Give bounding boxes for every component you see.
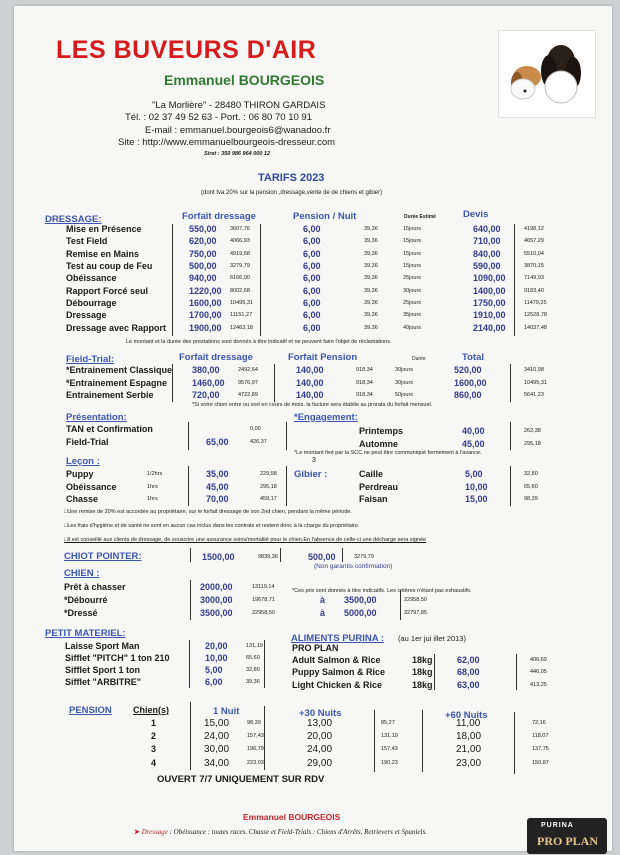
- ft-total: 1600,00: [454, 377, 487, 388]
- devis-price: 590,00: [473, 261, 501, 272]
- lecon-duration: 1/2hrs: [147, 471, 163, 477]
- chien-range-word: à: [320, 595, 326, 605]
- pension-1-nuit-alt: 98,39: [247, 720, 261, 726]
- materiel-alt: 65,60: [246, 655, 260, 661]
- gibier-price: 10,00: [465, 481, 488, 492]
- chiot-note: (Non garantis confirmation): [314, 563, 393, 570]
- gibier-alt: 65,60: [524, 483, 538, 490]
- pension-price: 6,00: [303, 224, 321, 234]
- chien-alt: 13119,14: [252, 584, 275, 590]
- chien-price: 3000,00: [200, 595, 233, 605]
- ft-forfait-alt: 9576,97: [238, 379, 258, 386]
- forfait-alt: 12463,18: [230, 324, 253, 331]
- purina-product: Adult Salmon & Rice: [292, 655, 381, 665]
- kennel-title: LES BUVEURS D'AIR: [56, 36, 317, 64]
- lecon-alt: 295,18: [260, 483, 277, 490]
- ft-total-alt: 3410,98: [524, 367, 544, 373]
- purina-heading: ALIMENTS PURINA :: [291, 633, 385, 644]
- service-name: Test Field: [66, 236, 108, 247]
- pension-60-nuits: 21,00: [456, 744, 482, 756]
- pension-col-chiens: Chien(s): [133, 705, 169, 715]
- duration: 35jours: [403, 312, 422, 319]
- pension-alt: 39,36: [364, 250, 378, 257]
- devis-alt: 12528,78: [524, 312, 547, 319]
- chiot-price-alt: 9839,36: [258, 554, 278, 560]
- ft-forfait: 720,00: [192, 390, 220, 400]
- pension-alt: 39,36: [364, 324, 378, 331]
- chien-note: *Ces prix sont donnés à titre indicatifs. Les critères n'étant pas exhaustifs.: [292, 588, 472, 594]
- note-assurance: □Il est conseillé aux clients de dressage, de souscrire une assurance soins/mortalité pour le chien.En l'absence de celle-ci une décharge sera signée: [64, 537, 427, 543]
- col-pension: Pension / Nuit: [293, 211, 357, 222]
- ft-duration: 30jours: [395, 367, 414, 373]
- chiot-heading: CHIOT POINTER:: [64, 551, 142, 562]
- forfait-alt: 3607,76: [230, 226, 250, 232]
- pension-30-nuits: 13,00: [307, 718, 333, 729]
- engagement-price: 40,00: [462, 426, 485, 436]
- purina-alt: 446,05: [530, 669, 547, 676]
- pension-dogs: 4: [151, 757, 157, 768]
- ft-col-total: Total: [462, 352, 484, 363]
- presentation-alt: 426,37: [250, 438, 267, 445]
- lecon-price: 35,00: [206, 469, 229, 479]
- pension-price: 6,00: [303, 248, 321, 259]
- pension-60-nuits: 18,00: [456, 731, 482, 743]
- materiel-name: Sifflet "ARBITRE": [65, 677, 142, 687]
- devis-alt: 14037,48: [524, 324, 547, 331]
- lecon-heading: Leçon :: [66, 456, 100, 467]
- lecon-name: Obéissance: [66, 481, 117, 492]
- page-mark: 3: [312, 457, 316, 464]
- open-hours: OUVERT 7/7 UNIQUEMENT SUR RDV: [157, 774, 325, 785]
- ft-col-duree: Durée: [412, 356, 426, 362]
- materiel-alt: 32,80: [246, 667, 260, 673]
- service-name: Mise en Présence: [66, 224, 142, 234]
- ft-col-forfait: Forfait dressage: [179, 352, 253, 363]
- chien-name: Prêt à chasser: [64, 582, 126, 592]
- tva-note: (dont tva 20% sur la pension ,dressage,vente de de chiens et gibier): [201, 190, 383, 196]
- gibier-price: 15,00: [465, 494, 488, 504]
- forfait-price: 500,00: [189, 261, 217, 272]
- presentation-alt: 0,00: [250, 426, 261, 432]
- purina-alt: 406,69: [530, 657, 547, 663]
- chien-price: 2000,00: [200, 582, 233, 592]
- service-name: Test au coup de Feu: [66, 261, 153, 272]
- lecon-duration: 1hrs: [147, 483, 158, 490]
- purina-proplan-logo: PURINA PRO PLAN: [527, 818, 607, 854]
- engagement-note: *Le montant fixé par la SCC.ne peut être communiqué fermement à l'avance.: [294, 450, 482, 456]
- ft-pension-alt: 918,34: [356, 367, 373, 373]
- gibier-price: 5,00: [465, 469, 483, 479]
- duration: 25jours: [403, 300, 422, 307]
- purina-alt: 413,25: [530, 681, 547, 688]
- lecon-price: 45,00: [206, 481, 229, 492]
- devis-alt: 5510,04: [524, 250, 544, 257]
- materiel-heading: PETIT MATERIEL:: [45, 628, 126, 639]
- tarifs-title: TARIFS 2023: [258, 172, 325, 184]
- devis-price: 1400,00: [473, 285, 506, 296]
- materiel-alt: 39,36: [246, 679, 260, 685]
- chien-max-alt: 22958,50: [404, 597, 427, 603]
- dressage-note: Le montant et la durée des prestations sont donnés à titre indicatif et ne peuvent faire l'objet de réclamations.: [126, 339, 392, 345]
- pension-30-nuits: 20,00: [307, 731, 333, 743]
- chiot-price-2-alt: 3279,79: [354, 554, 374, 560]
- service-name: Obéissance: [66, 273, 117, 284]
- chien-alt: 22958,50: [252, 610, 275, 616]
- ft-total-alt: 10495,31: [524, 379, 547, 386]
- pension-60-nuits-alt: 150,87: [532, 759, 549, 766]
- pension-30-nuits-alt: 85,27: [381, 720, 395, 726]
- devis-price: 640,00: [473, 224, 501, 234]
- chien-name: *Dressé: [64, 608, 98, 618]
- pension-60-nuits-alt: 118,07: [532, 733, 549, 740]
- devis-alt: 11479,25: [524, 300, 547, 307]
- chien-name: *Débourré: [64, 595, 108, 605]
- ft-forfait-alt: 4722,89: [238, 392, 258, 398]
- forfait-price: 620,00: [189, 236, 217, 247]
- materiel-price: 10,00: [205, 653, 228, 663]
- pension-1-nuit-alt: 196,79: [247, 746, 264, 753]
- devis-alt: 3870,15: [524, 263, 544, 270]
- devis-alt: 7149,93: [524, 275, 544, 282]
- purina-price: 68,00: [457, 667, 480, 678]
- devis-price: 710,00: [473, 236, 501, 247]
- ft-total-alt: 5641,23: [524, 392, 544, 398]
- ft-name: Entrainement Serbie: [66, 390, 154, 400]
- engagement-alt: 295,18: [524, 440, 541, 447]
- lecon-alt: 229,58: [260, 471, 277, 477]
- engagement-heading: *Engagement:: [294, 412, 358, 423]
- materiel-price: 5,00: [205, 665, 223, 675]
- footer-name: Emmanuel BOURGEOIS: [243, 812, 341, 822]
- pension-dogs: 3: [151, 744, 157, 755]
- ft-forfait: 1460,00: [192, 377, 225, 388]
- pension-60-nuits: 11,00: [456, 718, 481, 729]
- ft-pension-alt: 918,34: [356, 379, 373, 386]
- purina-product: Light Chicken & Rice: [292, 679, 383, 690]
- forfait-price: 1220,00: [189, 285, 222, 296]
- pension-60-nuits-alt: 137,75: [532, 746, 549, 753]
- ft-pension: 140,00: [296, 390, 324, 400]
- pension-60-nuits: 23,00: [456, 757, 482, 769]
- devis-alt: 9183,40: [524, 287, 544, 294]
- materiel-alt: 131,19: [246, 643, 263, 649]
- pension-col-1: 1 Nuit: [213, 706, 240, 717]
- pension-alt: 39,36: [364, 226, 378, 232]
- ft-duration: 30jours: [395, 379, 414, 386]
- ft-pension-alt: 918,34: [356, 392, 373, 398]
- materiel-name: Sifflet "PITCH" 1 ton 210: [65, 653, 170, 663]
- pension-30-nuits-alt: 157,43: [381, 746, 398, 753]
- ft-duration: 50jours: [395, 392, 414, 398]
- forfait-price: 750,00: [189, 248, 217, 259]
- service-name: Débourrage: [66, 298, 117, 309]
- presentation-heading: Présentation:: [66, 412, 127, 423]
- purina-weight: 18kg: [412, 655, 433, 665]
- pension-30-nuits-alt: 131,19: [381, 733, 398, 740]
- pension-price: 6,00: [303, 236, 321, 247]
- materiel-name: Laisse Sport Man: [65, 641, 140, 651]
- pension-1-nuit: 30,00: [204, 744, 230, 756]
- materiel-name: Sifflet Sport 1 ton: [65, 665, 140, 675]
- purina-price: 63,00: [457, 679, 480, 690]
- pension-30-nuits: 29,00: [307, 757, 333, 769]
- dogs-photo: [498, 30, 596, 118]
- lecon-name: Puppy: [66, 469, 94, 479]
- duration: 15jours: [403, 250, 422, 257]
- forfait-price: 1600,00: [189, 298, 222, 309]
- lecon-price: 70,00: [206, 494, 229, 504]
- chiot-price-2: 500,00: [308, 552, 336, 562]
- forfait-price: 1700,00: [189, 310, 222, 321]
- engagement-name: Automne: [359, 438, 398, 449]
- col-forfait: Forfait dressage: [182, 211, 256, 222]
- ft-pension: 140,00: [296, 377, 324, 388]
- devis-alt: 4198,12: [524, 226, 544, 232]
- purina-weight: 18kg: [412, 679, 433, 690]
- duration: 25jours: [403, 275, 422, 282]
- materiel-price: 20,00: [205, 641, 228, 651]
- pension-30-nuits-alt: 190,23: [381, 759, 398, 766]
- engagement-name: Printemps: [359, 426, 404, 436]
- ft-forfait: 380,00: [192, 365, 220, 375]
- pension-1-nuit: 24,00: [204, 731, 230, 743]
- email: E-mail : emmanuel.bourgeois6@wanadoo.fr: [145, 125, 331, 136]
- forfait-alt: 6166,00: [230, 275, 250, 282]
- col-devis: Devis: [463, 209, 489, 220]
- duration: 40jours: [403, 324, 422, 331]
- purina-price: 62,00: [457, 655, 480, 665]
- pension-1-nuit: 15,00: [204, 718, 230, 729]
- pension-1-nuit-alt: 157,43: [247, 733, 264, 740]
- forfait-price: 940,00: [189, 273, 217, 284]
- note-frais: □Les frais d'hygiène et de santé ne sont en aucun cas inclus dans les contrats et restent donc à la charge du propriétaire.: [64, 523, 360, 529]
- siret: Siret : 350 986 964 000 12: [204, 151, 271, 157]
- service-name: Remise en Mains: [66, 248, 140, 259]
- forfait-alt: 8002,68: [230, 287, 250, 294]
- ft-forfait-alt: 2492,64: [238, 367, 258, 373]
- gibier-heading: Gibier :: [294, 469, 328, 480]
- pension-dogs: 2: [151, 731, 157, 742]
- owner-name: Emmanuel BOURGEOIS: [164, 72, 325, 88]
- duration: 15jours: [403, 238, 422, 245]
- presentation-name: Field-Trial: [66, 436, 109, 447]
- lecon-alt: 459,17: [260, 496, 277, 502]
- ft-col-pension: Forfait Pension: [288, 352, 358, 363]
- pension-alt: 39,36: [364, 300, 378, 307]
- ft-name: *Entrainement Espagne: [66, 377, 168, 388]
- dressage-heading: DRESSAGE:: [45, 214, 102, 225]
- chien-price-max: 3500,00: [344, 595, 377, 605]
- devis-price: 1750,00: [473, 298, 506, 309]
- lecon-duration: 1hrs: [147, 496, 158, 502]
- pension-alt: 39,36: [364, 287, 378, 294]
- purina-date: (au 1er jui illet 2013): [398, 634, 466, 643]
- pension-dogs: 1: [151, 718, 157, 728]
- pension-30-nuits: 24,00: [307, 744, 333, 756]
- chiot-price: 1500,00: [202, 552, 235, 562]
- pension-price: 6,00: [303, 273, 321, 284]
- pension-60-nuits-alt: 72,16: [532, 720, 546, 726]
- duration: 15jours: [403, 263, 422, 270]
- chien-price-max: 5000,00: [344, 608, 377, 618]
- purina-weight: 18kg: [412, 667, 433, 678]
- note-remise: □Une remise de 20% est accordée au propriétaire, sur le forfait dressage de son 2nd chien, pendant la même période.: [64, 509, 352, 515]
- pension-alt: 39,36: [364, 275, 378, 282]
- duration: 30jours: [403, 287, 422, 294]
- chien-price: 3500,00: [200, 608, 233, 618]
- gibier-name: Faisan: [359, 494, 388, 504]
- service-name: Rapport Forcé seul: [66, 285, 149, 296]
- ft-pension: 140,00: [296, 365, 324, 375]
- forfait-price: 550,00: [189, 224, 217, 234]
- devis-price: 1910,00: [473, 310, 506, 321]
- devis-price: 1090,00: [473, 273, 506, 284]
- ft-total: 860,00: [454, 390, 482, 400]
- purina-brand: PRO PLAN: [292, 643, 339, 653]
- presentation-price: 65,00: [206, 436, 229, 447]
- gibier-name: Perdreau: [359, 481, 399, 492]
- price-sheet: [14, 6, 612, 851]
- field-trial-heading: Field-Trial:: [66, 354, 115, 365]
- devis-price: 840,00: [473, 248, 501, 259]
- pension-price: 6,00: [303, 310, 321, 321]
- forfait-alt: 4919,68: [230, 250, 250, 257]
- engagement-alt: 262,38: [524, 428, 541, 434]
- forfait-alt: 11151,27: [230, 312, 253, 319]
- service-name: Dressage: [66, 310, 107, 321]
- footer-dressage: [134, 828, 427, 836]
- pension-price: 6,00: [303, 261, 321, 272]
- forfait-alt: 10495,31: [230, 300, 253, 307]
- forfait-price: 1900,00: [189, 322, 222, 333]
- pension-1-nuit-alt: 223,03: [247, 759, 264, 766]
- devis-alt: 4657,29: [524, 238, 544, 245]
- gibier-alt: 32,80: [524, 471, 538, 477]
- pension-alt: 39,36: [364, 312, 378, 319]
- pension-price: 6,00: [303, 322, 321, 333]
- gibier-name: Caille: [359, 469, 384, 479]
- footer-dressage-text: : Obéissance : toutes races. Chasse et Field-Trials : Chiens d'Arrêts, Retrievers et Spaniels.: [167, 828, 427, 836]
- pension-heading: PENSION: [69, 705, 112, 716]
- purina-product: Puppy Salmon & Rice: [292, 667, 386, 678]
- phone: Tél. : 02 37 49 52 63 - Port. : 06 80 70 10 91: [125, 112, 312, 123]
- lecon-name: Chasse: [66, 494, 99, 504]
- forfait-alt: 4066,93: [230, 238, 250, 245]
- ft-name: *Entrainement Classique: [66, 365, 173, 375]
- col-duree: Durée Estimé: [404, 214, 436, 220]
- chien-heading: CHIEN :: [64, 568, 100, 579]
- address: "La Morlière" - 28480 THIRON GARDAIS: [152, 100, 326, 111]
- pension-price: 6,00: [303, 285, 321, 296]
- engagement-price: 45,00: [462, 438, 485, 449]
- presentation-name: TAN et Confirmation: [66, 424, 153, 434]
- chien-range-word: à: [320, 608, 326, 618]
- footer-dressage-label: Dressage: [141, 828, 168, 836]
- forfait-alt: 3279,79: [230, 263, 250, 270]
- chien-alt: 19678,71: [252, 597, 275, 603]
- ft-note: *Si votre chien entre ou sort en cours de mois, la facture sera établie au prorata du forfait mensuel.: [192, 402, 433, 408]
- devis-price: 2140,00: [473, 322, 506, 333]
- pension-col-60: +60 Nuits: [445, 710, 488, 721]
- service-name: Dressage avec Rapport: [66, 322, 167, 333]
- gibier-alt: 98,39: [524, 496, 538, 502]
- pension-col-30: +30 Nuits: [299, 708, 342, 719]
- pension-price: 6,00: [303, 298, 321, 309]
- chien-max-alt: 32797,85: [404, 610, 427, 616]
- pension-alt: 39,36: [364, 238, 378, 245]
- duration: 15jours: [403, 226, 422, 232]
- materiel-price: 6,00: [205, 677, 223, 687]
- website: Site : http://www.emmanuelbourgeois-dresseur.com: [118, 137, 336, 148]
- pension-1-nuit: 34,00: [204, 757, 230, 769]
- pension-alt: 39,36: [364, 263, 378, 270]
- footer-arrow-icon: ➤: [134, 828, 142, 836]
- ft-total: 520,00: [454, 365, 482, 375]
